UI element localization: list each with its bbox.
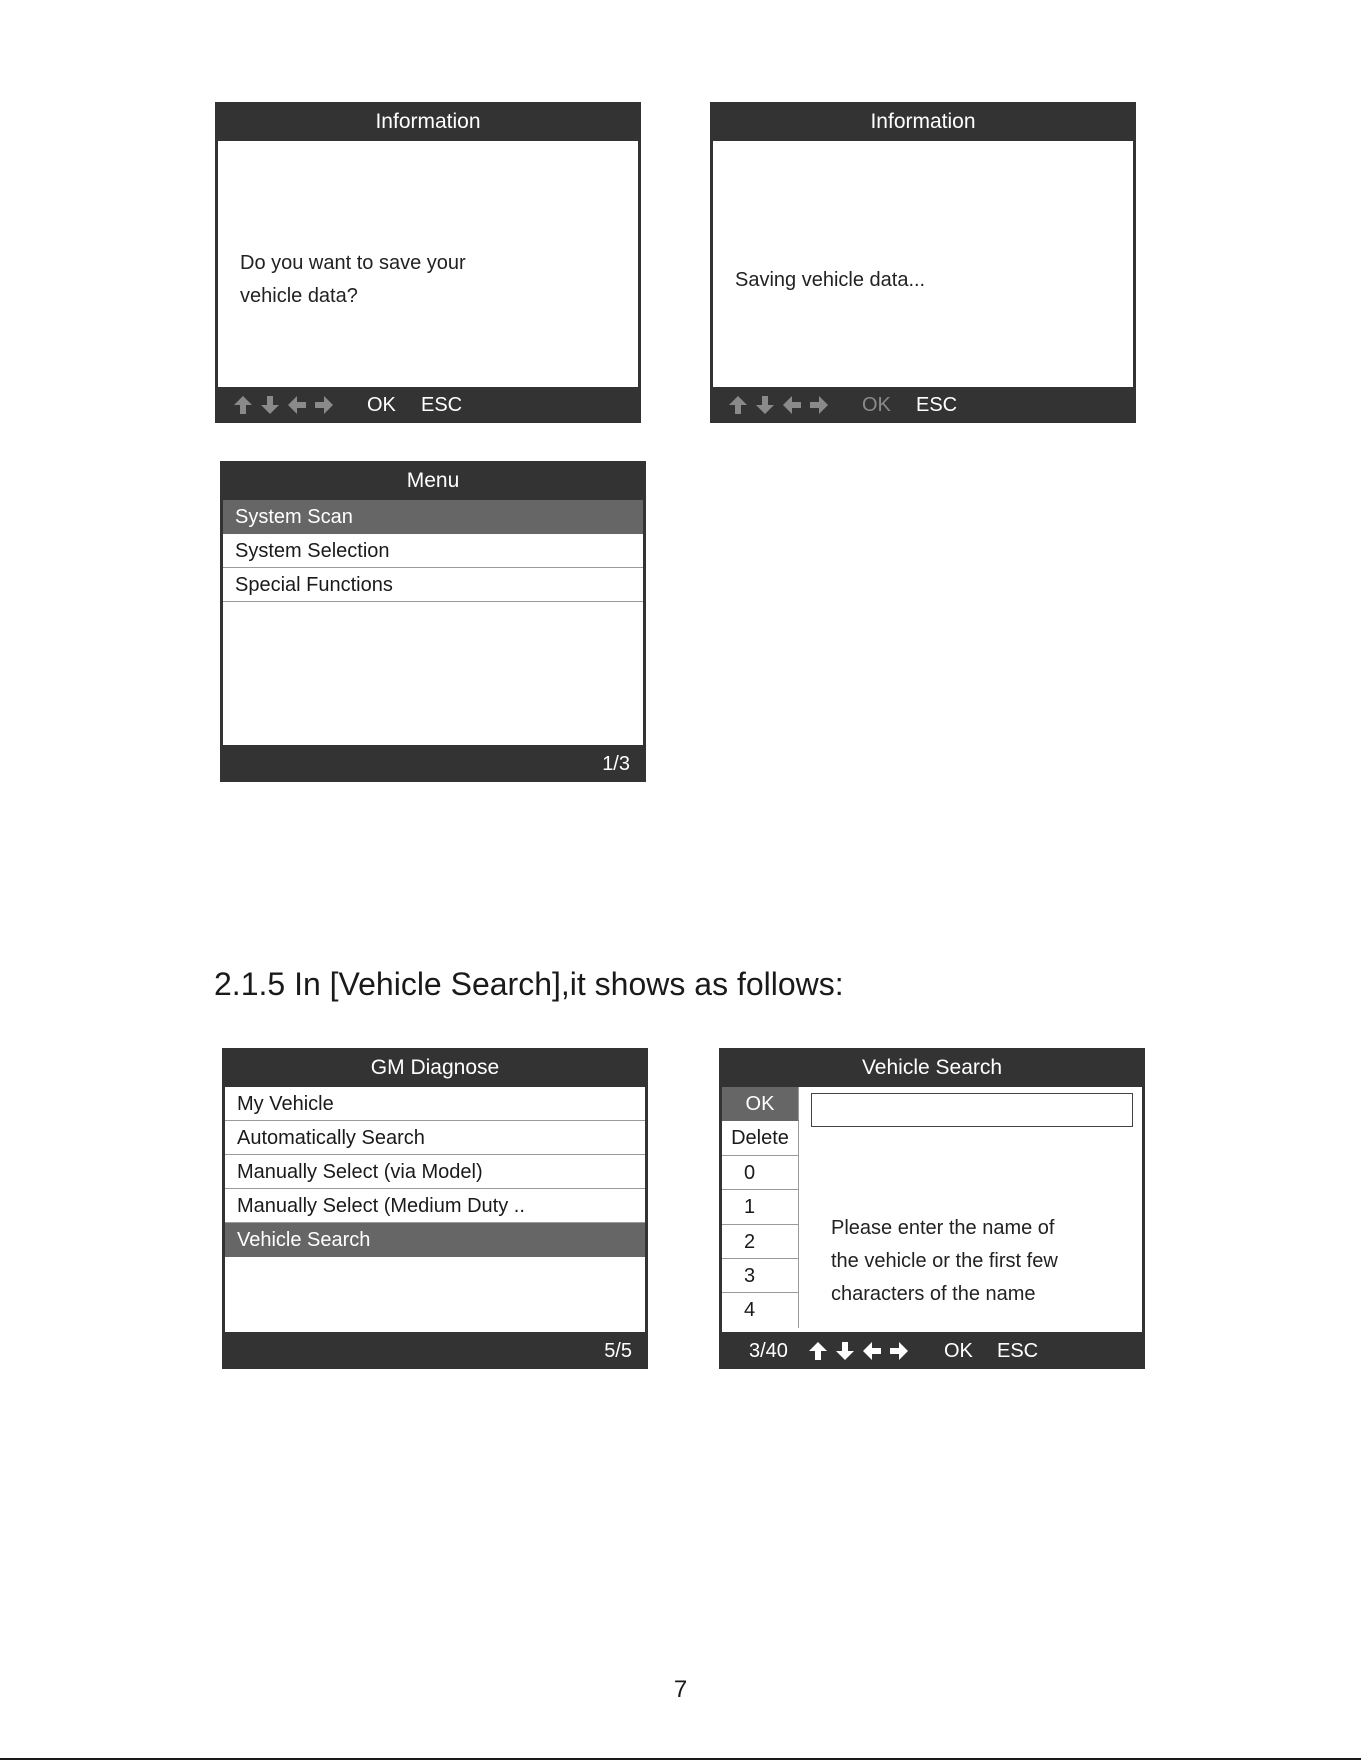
footer-bar (215, 387, 641, 423)
page-number: 7 (673, 1676, 688, 1703)
gm-diagnose-screen (222, 1048, 648, 1369)
page-bottom-rule (0, 1758, 1361, 1760)
message-line: Do you want to save your (240, 252, 466, 274)
key-3[interactable]: 3 (722, 1259, 799, 1293)
message-text (240, 247, 466, 313)
arrow-right-icon[interactable] (808, 394, 830, 416)
esc-button[interactable]: ESC (997, 1340, 1039, 1362)
arrow-left-icon[interactable] (861, 1340, 883, 1362)
prompt-line: Please enter the name of (831, 1217, 1055, 1239)
vehicle-name-input[interactable] (811, 1093, 1133, 1127)
footer-bar (710, 387, 1136, 423)
arrow-right-icon[interactable] (888, 1340, 910, 1362)
page-indicator: 1/3 (602, 753, 630, 775)
section-heading: 2.1.5 In [Vehicle Search],it shows as follows: (214, 966, 844, 1002)
menu-item-manual-select-medium-duty[interactable]: Manually Select (Medium Duty .. (225, 1189, 645, 1223)
esc-button[interactable]: ESC (421, 394, 463, 416)
menu-item-system-scan[interactable]: System Scan (223, 500, 643, 534)
vehicle-search-screen (719, 1048, 1145, 1369)
key-ok[interactable]: OK (722, 1087, 799, 1121)
footer-bar (719, 1333, 1145, 1369)
menu-item-system-selection[interactable]: System Selection (223, 534, 643, 568)
menu-list (223, 500, 643, 745)
ok-button[interactable]: OK (862, 394, 891, 416)
screen-title: Vehicle Search (861, 1056, 1003, 1079)
arrow-down-icon[interactable] (754, 394, 776, 416)
screen-body (722, 1087, 1142, 1332)
prompt-line: characters of the name (831, 1283, 1036, 1305)
key-4[interactable]: 4 (722, 1293, 799, 1327)
arrow-up-icon[interactable] (727, 394, 749, 416)
key-2[interactable]: 2 (722, 1225, 799, 1259)
menu-list (225, 1087, 645, 1332)
prompt-line: the vehicle or the first few (831, 1250, 1058, 1272)
esc-button[interactable]: ESC (916, 394, 958, 416)
page-indicator: 5/5 (604, 1340, 632, 1362)
arrow-right-icon[interactable] (313, 394, 335, 416)
footer-bar (222, 1333, 648, 1369)
page-indicator: 3/40 (749, 1340, 788, 1362)
menu-screen (220, 461, 646, 782)
ok-button[interactable]: OK (367, 394, 396, 416)
screen-title: Information (375, 110, 481, 133)
info-saving-screen (710, 102, 1136, 423)
message-text: Saving vehicle data... (735, 269, 926, 291)
key-delete[interactable]: Delete (722, 1121, 799, 1155)
arrow-left-icon[interactable] (781, 394, 803, 416)
menu-item-special-functions[interactable]: Special Functions (223, 568, 643, 602)
info-save-screen (215, 102, 641, 423)
nav-arrows (727, 394, 830, 416)
arrow-up-icon[interactable] (807, 1340, 829, 1362)
menu-item-manual-select-model[interactable]: Manually Select (via Model) (225, 1155, 645, 1189)
arrow-left-icon[interactable] (286, 394, 308, 416)
key-1[interactable]: 1 (722, 1190, 799, 1224)
key-0[interactable]: 0 (722, 1156, 799, 1190)
prompt-text (831, 1212, 1058, 1311)
arrow-down-icon[interactable] (834, 1340, 856, 1362)
nav-arrows (232, 394, 335, 416)
screen-body (713, 141, 1133, 387)
menu-item-automatically-search[interactable]: Automatically Search (225, 1121, 645, 1155)
nav-arrows (807, 1340, 910, 1362)
arrow-up-icon[interactable] (232, 394, 254, 416)
key-column (722, 1087, 799, 1328)
screen-title: Information (870, 110, 976, 133)
menu-item-my-vehicle[interactable]: My Vehicle (225, 1087, 645, 1121)
arrow-down-icon[interactable] (259, 394, 281, 416)
screen-body (218, 141, 638, 387)
screen-title: GM Diagnose (370, 1056, 500, 1079)
ok-button[interactable]: OK (944, 1340, 973, 1362)
menu-item-vehicle-search[interactable]: Vehicle Search (225, 1223, 645, 1257)
screen-title: Menu (406, 469, 460, 492)
message-line: vehicle data? (240, 285, 358, 307)
footer-bar (220, 746, 646, 782)
